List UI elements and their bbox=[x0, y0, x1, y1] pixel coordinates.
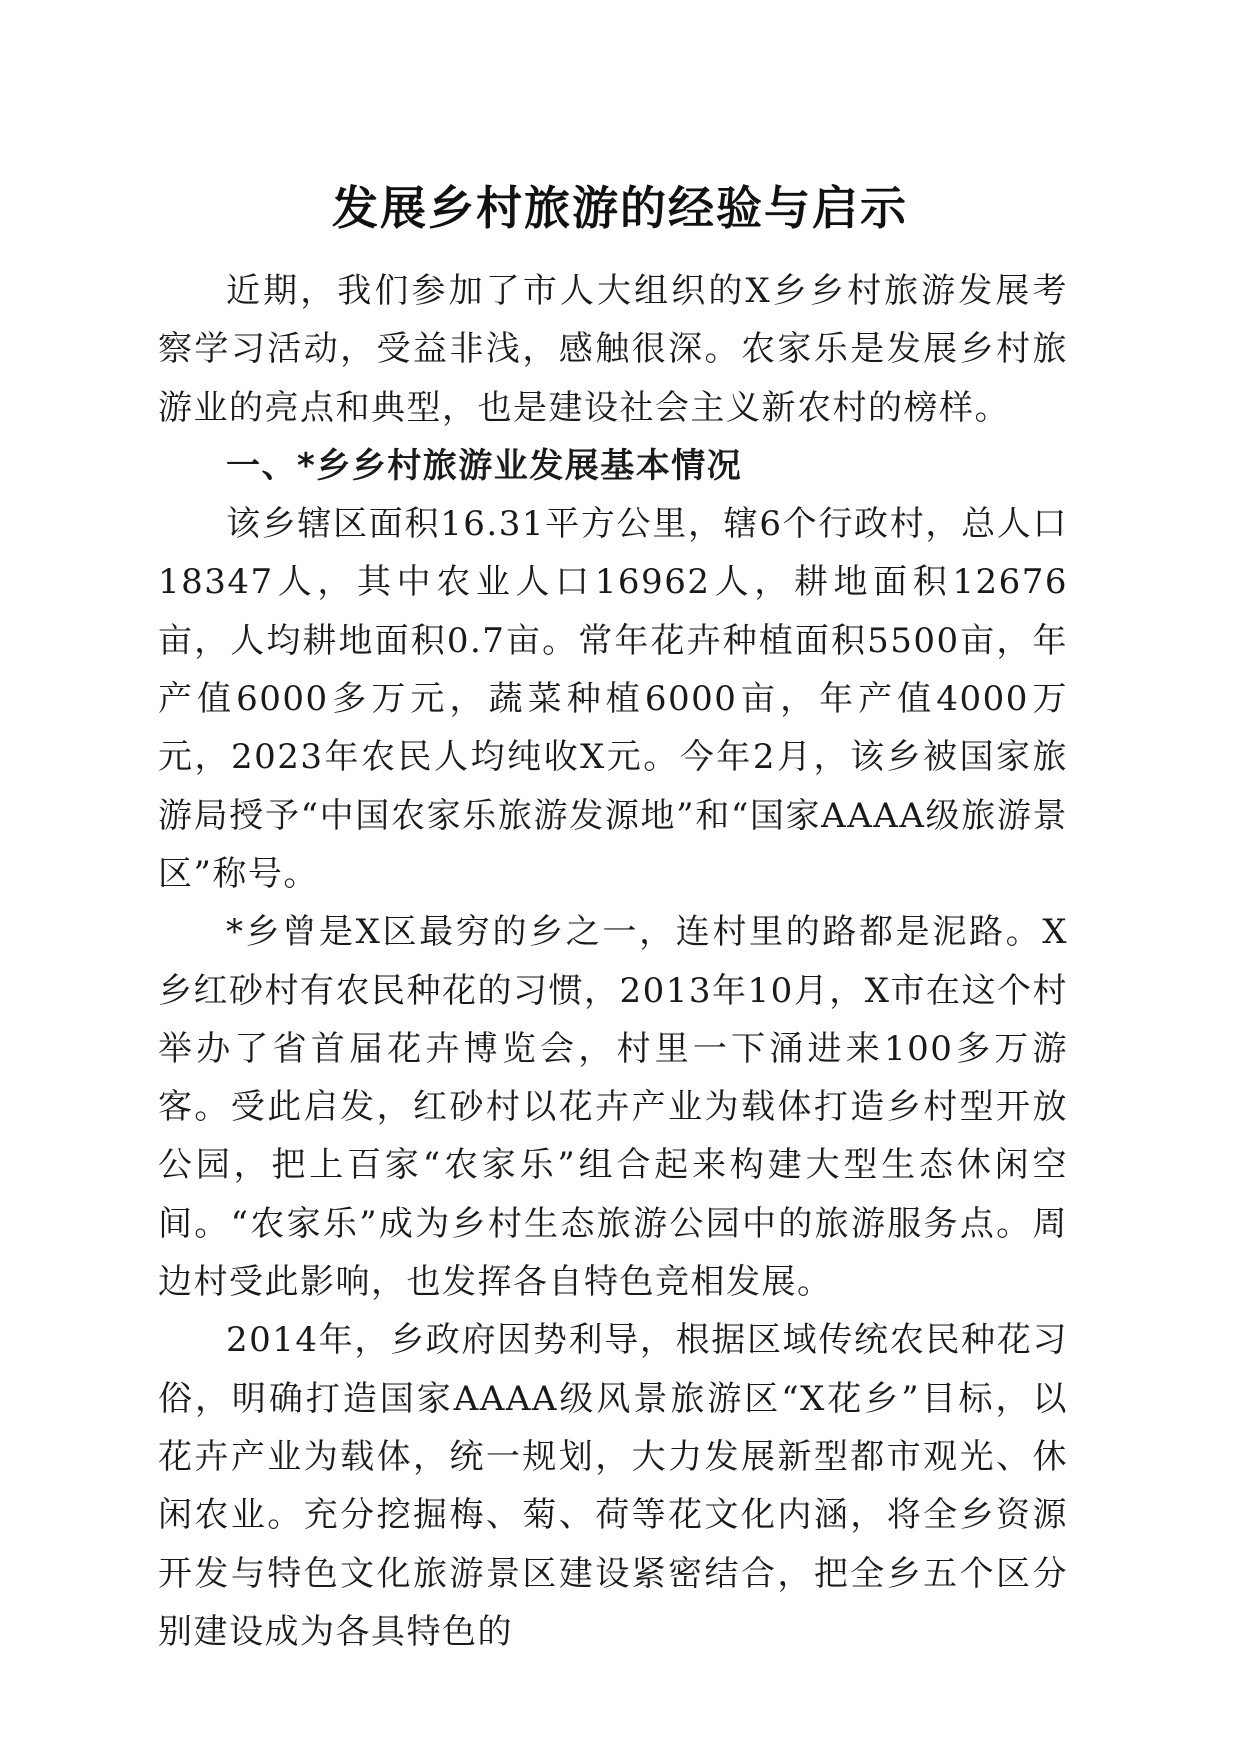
document-body bbox=[158, 262, 1068, 1661]
paragraph-basic-info: 该乡辖区面积16.31平方公里，辖6个行政村，总人口18347人，其中农业人口16962人，耕地面积12676亩，人均耕地面积0.7亩。常年花卉种植面积5500亩，年产值6000多万元，蔬菜种植6000亩，年产值4000万元，2023年农民人均纯收X元。今年2月，该乡被国家旅游局授予“中国农家乐旅游发源地”和“国家AAAA级旅游景区”称号。 bbox=[158, 504, 1068, 894]
section-heading-1: 一、*乡乡村旅游业发展基本情况 bbox=[226, 445, 743, 486]
paragraph-history: *乡曾是X区最穷的乡之一，连村里的路都是泥路。X乡红砂村有农民种花的习惯，2013年10月，X市在这个村举办了省首届花卉博览会，村里一下涌进来100多万游客。受此启发，红砂村以花卉产业为载体打造乡村型开放公园，把上百家“农家乐”组合起来构建大型生态休闲空间。“农家乐”成为乡村生态旅游公园中的旅游服务点。周边村受此影响，也发挥各自特色竞相发展。 bbox=[158, 912, 1068, 1303]
paragraph-development: 2014年，乡政府因势利导，根据区域传统农民种花习俗，明确打造国家AAAA级风景旅游区“X花乡”目标，以花卉产业为载体，统一规划，大力发展新型都市观光、休闲农业。充分挖掘梅、菊、荷等花文化内涵，将全乡资源开发与特色文化旅游景区建设紧密结合，把全乡五个区分别建设成为各具特色的 bbox=[158, 1320, 1068, 1652]
paragraph-intro: 近期，我们参加了市人大组织的X乡乡村旅游发展考察学习活动，受益非浅，感触很深。农家乐是发展乡村旅游业的亮点和典型，也是建设社会主义新农村的榜样。 bbox=[158, 271, 1068, 428]
document-title: 发展乡村旅游的经验与启示 bbox=[332, 181, 908, 235]
